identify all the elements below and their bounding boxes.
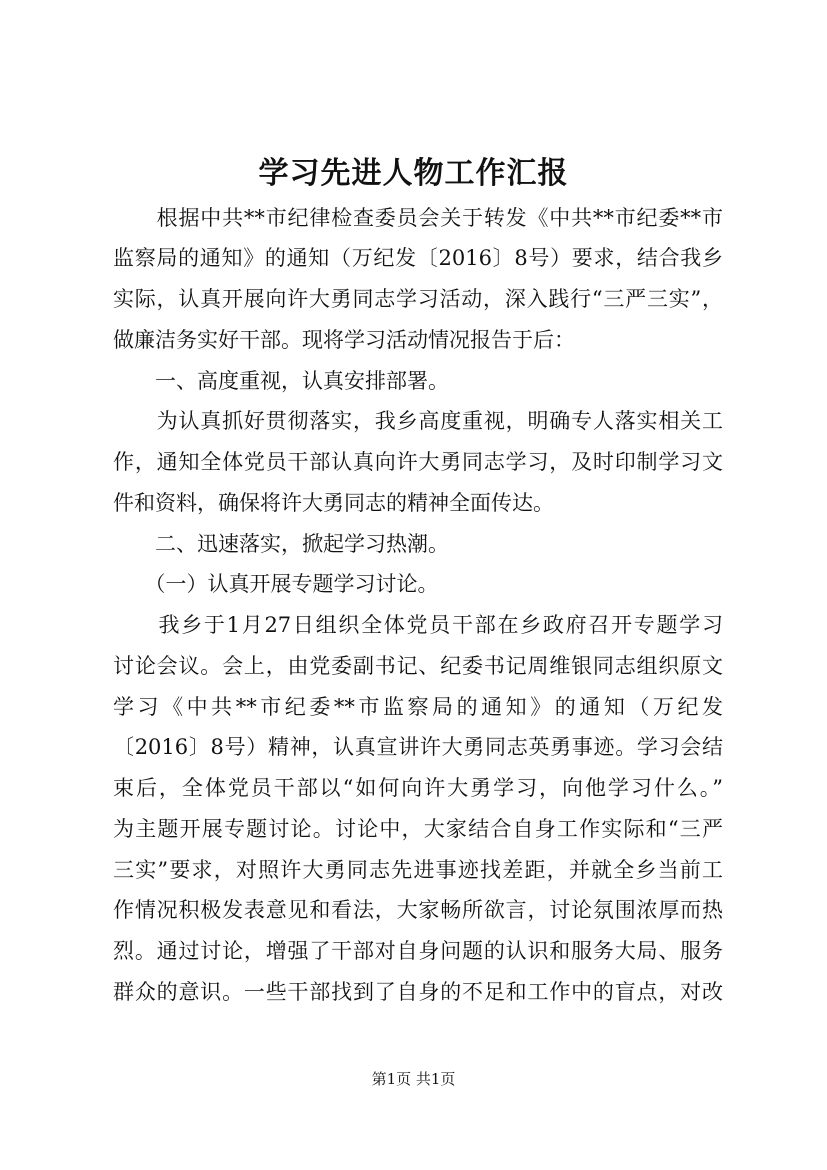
body-line: 为主题开展专题讨论。讨论中，大家结合自身工作实际和“三严 bbox=[113, 817, 723, 841]
body-line: 为认真抓好贯彻落实，我乡高度重视，明确专人落实相关工 bbox=[113, 409, 723, 433]
body-line: 实际，认真开展向许大勇同志学习活动，深入践行“三严三实”， bbox=[113, 287, 723, 311]
page-number: 第1页 共1页 bbox=[371, 1070, 456, 1088]
section-heading: 一、高度重视，认真安排部署。 bbox=[113, 369, 449, 393]
body-line: 做廉洁务实好干部。现将学习活动情况报告于后： bbox=[113, 328, 575, 352]
body-line: 件和资料，确保将许大勇同志的精神全面传达。 bbox=[113, 491, 554, 515]
body-line: 监察局的通知》的通知（万纪发〔2016〕8号）要求，结合我乡 bbox=[113, 246, 723, 270]
body-line: 讨论会议。会上，由党委副书记、纪委书记周维银同志组织原文 bbox=[113, 654, 723, 678]
body-line: 烈。通过讨论，增强了干部对自身问题的认识和服务大局、服务 bbox=[113, 939, 723, 963]
body-line: 群众的意识。一些干部找到了自身的不足和工作中的盲点，对改 bbox=[113, 980, 723, 1004]
body-line: 我乡于1月27日组织全体党员干部在乡政府召开专题学习 bbox=[113, 613, 723, 637]
body-line: 三实”要求，对照许大勇同志先进事迹找差距，并就全乡当前工 bbox=[113, 858, 723, 882]
document-title: 学习先进人物工作汇报 bbox=[258, 156, 569, 191]
body-line: 学习《中共**市纪委**市监察局的通知》的通知（万纪发 bbox=[113, 695, 723, 719]
body-line: 作情况积极发表意见和看法，大家畅所欲言，讨论氛围浓厚而热 bbox=[113, 898, 723, 922]
body-line: 根据中共**市纪律检查委员会关于转发《中共**市纪委**市 bbox=[113, 206, 723, 230]
section-heading: 二、迅速落实，掀起学习热潮。 bbox=[113, 532, 449, 556]
subsection-heading: （一）认真开展专题学习讨论。 bbox=[113, 572, 439, 596]
body-line: 束后，全体党员干部以“如何向许大勇学习，向他学习什么。” bbox=[113, 776, 723, 800]
body-line: 作，通知全体党员干部认真向许大勇同志学习，及时印制学习文 bbox=[113, 450, 723, 474]
body-line: 〔2016〕8号）精神，认真宣讲许大勇同志英勇事迹。学习会结 bbox=[113, 735, 723, 759]
